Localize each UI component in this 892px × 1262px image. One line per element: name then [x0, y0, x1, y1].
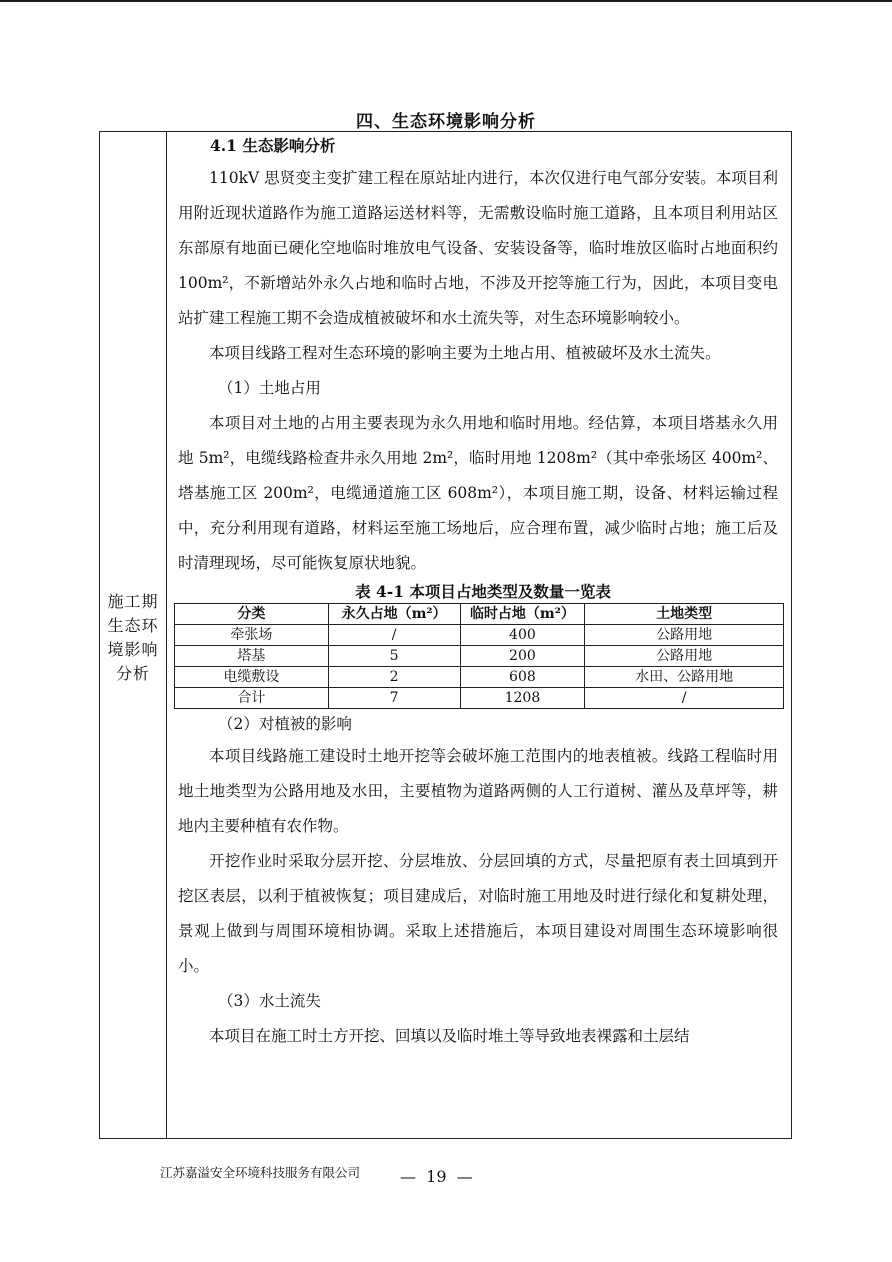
table-cell: 400 — [460, 625, 585, 646]
table-cell: 牵张场 — [175, 625, 329, 646]
table-header-cell: 临时占地（m²） — [460, 604, 585, 625]
table-cell: 1208 — [460, 688, 585, 709]
paragraph-mitigation: 开挖作业时采取分层开挖、分层堆放、分层回填的方式，尽量把原有表土回填到开挖区表层，以利于植被恢复；项目建成后，对临时施工用地及时进行绿化和复耕处理，景观上做到与周围环境相协调。采取上述措施后，本项目建设对周围生态环境影响很小。 — [178, 852, 778, 975]
table-header-cell: 土地类型 — [585, 604, 784, 625]
table-row — [175, 625, 784, 646]
table-cell: 公路用地 — [585, 646, 784, 667]
subsection-land-use: （1）土地占用 — [218, 379, 321, 397]
table-cell: 2 — [328, 667, 460, 688]
row-label-line: 境影响 — [107, 640, 159, 659]
land-occupation-table — [174, 603, 784, 709]
table-cell: 5 — [328, 646, 460, 667]
footer-company: 江苏嘉溢安全环境科技服务有限公司 — [160, 1165, 361, 1180]
paragraph-land-use: 本项目对土地的占用主要表现为永久用地和临时用地。经估算，本项目塔基永久用地 5m²，电缆线路检查井永久用地 2m²，临时用地 1208m²（其中牵张场区 400m²、塔基施工区 200m²，电缆通道施工区 608m²），本项目施工期，设备、材料运输过程中，充分利用现有道路，材料运至施工场地后，应合理布置，减少临时占地；施工后及时清理现场，尽可能恢复原状地貌。 — [178, 414, 778, 572]
table-cell: 水田、公路用地 — [585, 667, 784, 688]
paragraph-substation: 110kV 思贤变主变扩建工程在原站址内进行，本次仅进行电气部分安装。本项目利用附近现状道路作为施工道路运送材料等，无需敷设临时施工道路，且本项目利用站区东部原有地面已硬化空地临时堆放电气设备、安装设备等，临时堆放区临时占地面积约 100m²，不新增站外永久占地和临时占地，不涉及开挖等施工行为，因此，本项目变电站扩建工程施工期不会造成植被破坏和水土流失等，对生态环境影响较小。 — [178, 169, 778, 327]
table-row — [175, 667, 784, 688]
analysis-content — [178, 131, 778, 1054]
table-cell: 7 — [328, 688, 460, 709]
table-cell: 合计 — [175, 688, 329, 709]
chapter-heading: 四、生态环境影响分析 — [356, 112, 536, 132]
table-row — [175, 688, 784, 709]
paragraph-vegetation: 本项目线路施工建设时土地开挖等会破坏施工范围内的地表植被。线路工程临时用地土地类型为公路用地及水田，主要植物为道路两侧的人工行道树、灌丛及草坪等，耕地内主要种植有农作物。 — [178, 747, 778, 835]
table-header-row — [175, 604, 784, 625]
row-label — [100, 590, 166, 686]
table-header-cell: 永久占地（m²） — [328, 604, 460, 625]
row-label-line: 生态环 — [107, 616, 159, 635]
page-number: — 19 — — [400, 1167, 473, 1186]
subsection-soil-erosion: （3）水土流失 — [218, 992, 321, 1010]
paragraph-line-impact: 本项目线路工程对生态环境的影响主要为土地占用、植被破坏及水土流失。 — [209, 344, 721, 362]
row-label-line: 施工期 — [107, 592, 159, 611]
section-title: 4.1 生态影响分析 — [210, 136, 336, 155]
table-cell: / — [328, 625, 460, 646]
column-divider — [166, 132, 167, 1138]
row-label-line: 分析 — [115, 664, 150, 683]
table-caption: 表 4-1 本项目占地类型及数量一览表 — [355, 582, 611, 601]
table-cell: 公路用地 — [585, 625, 784, 646]
table-cell: 608 — [460, 667, 585, 688]
table-cell: 200 — [460, 646, 585, 667]
paragraph-soil-erosion: 本项目在施工时土方开挖、回填以及临时堆土等导致地表裸露和土层结 — [209, 1027, 690, 1045]
subsection-vegetation: （2）对植被的影响 — [218, 715, 352, 733]
table-cell: 电缆敷设 — [175, 667, 329, 688]
table-row — [175, 646, 784, 667]
table-header-cell: 分类 — [175, 604, 329, 625]
top-border-line — [0, 0, 892, 2]
table-cell: 塔基 — [175, 646, 329, 667]
table-cell: / — [585, 688, 784, 709]
